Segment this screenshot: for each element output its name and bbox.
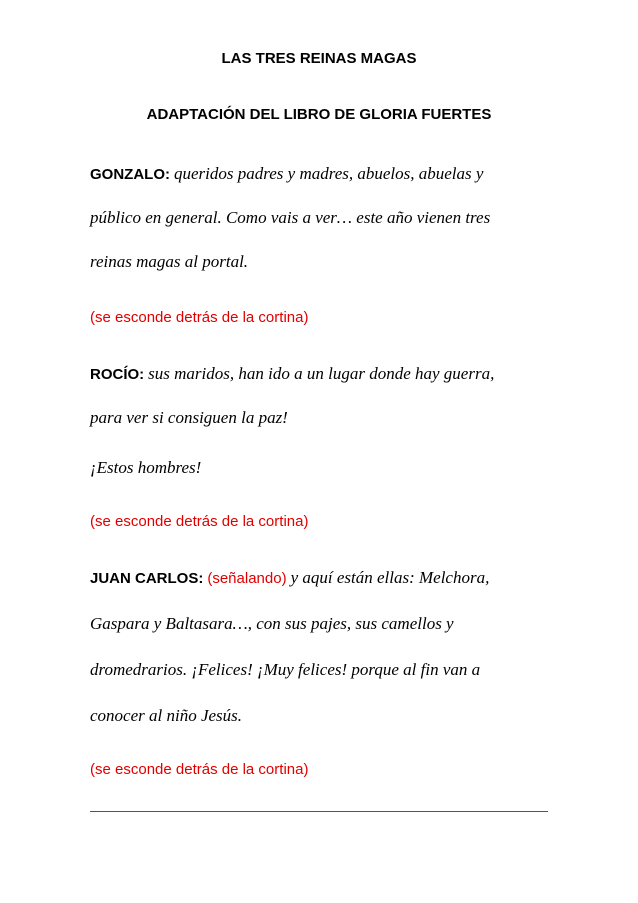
juan-carlos-line-3 [90,660,480,681]
rocio-line-3 [90,458,201,479]
dialog-text: y aquí están ellas: Melchora, [290,568,490,587]
document-title: LAS TRES REINAS MAGAS [221,50,417,67]
dialog-text: sus maridos, han ido a un lugar donde hay guerra, [148,364,495,383]
rocio-line-1 [90,364,494,385]
stage-direction-3 [90,760,308,780]
gonzalo-line-1 [90,164,483,185]
speaker-rocio: ROCÍO: [90,366,145,383]
dialog-text: queridos padres y madres, abuelos, abuelas y [174,164,484,183]
dialog-text: Gaspara y Baltasara…, con sus pajes, sus camellos y [90,614,454,633]
dialog-text: reinas magas al portal. [90,252,249,271]
dialog-text: público en general. Como vais a ver… este año vienen tres [90,208,491,227]
stage-direction-text: (se esconde detrás de la cortina) [90,513,309,530]
dialog-text: dromedrarios. ¡Felices! ¡Muy felices! porque al fin van a [90,660,481,679]
dialog-text: conocer al niño Jesús. [90,706,243,725]
speaker-gonzalo: GONZALO: [90,166,170,183]
speaker-juan-carlos: JUAN CARLOS: [90,570,204,587]
juan-carlos-line-2 [90,614,454,635]
document-subtitle: ADAPTACIÓN DEL LIBRO DE GLORIA FUERTES [146,106,492,123]
stage-aside: (señalando) [207,570,287,587]
stage-direction-1 [90,308,308,328]
stage-direction-text: (se esconde detrás de la cortina) [90,761,309,778]
footer-divider [90,811,548,812]
stage-direction-text: (se esconde detrás de la cortina) [90,309,309,326]
stage-direction-2 [90,512,308,532]
juan-carlos-line-1 [90,568,489,589]
juan-carlos-line-4 [90,706,242,727]
dialog-text: ¡Estos hombres! [90,458,202,477]
gonzalo-line-3 [90,252,248,273]
dialog-text: para ver si consiguen la paz! [90,408,288,427]
rocio-line-2 [90,408,288,429]
gonzalo-line-2 [90,208,490,229]
